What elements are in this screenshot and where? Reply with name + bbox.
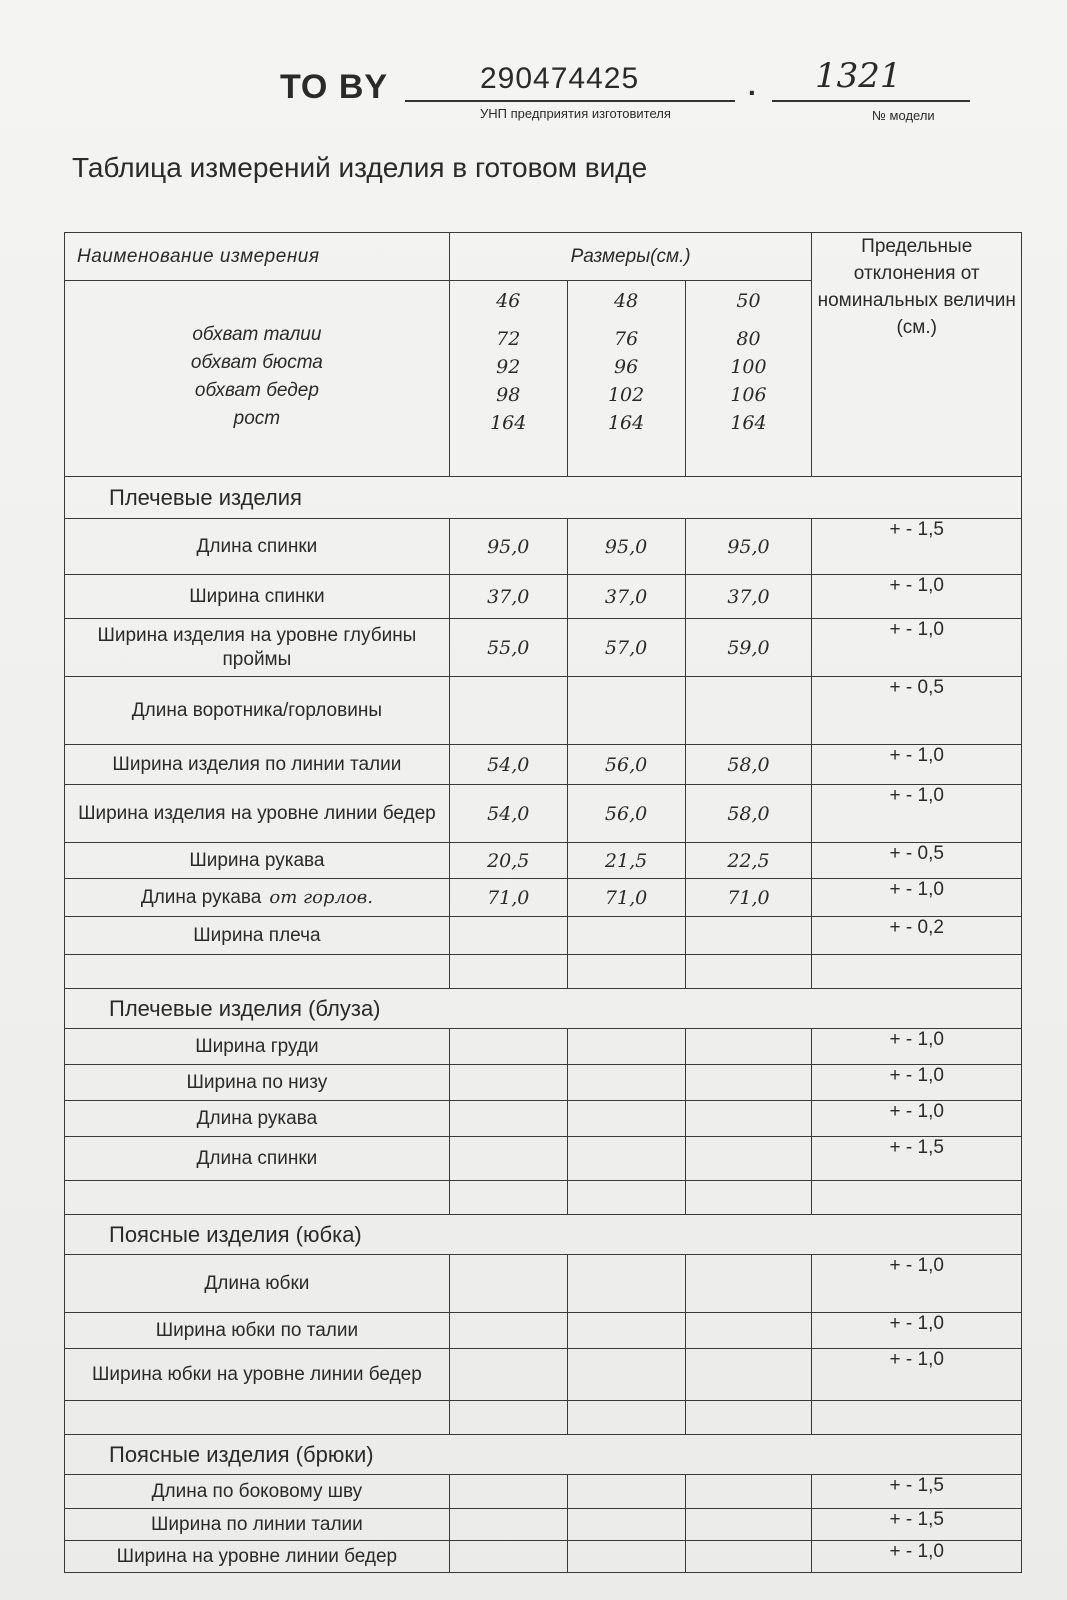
table-row [65, 1401, 1022, 1435]
table-header-row [65, 233, 1022, 281]
size-value-cell: 22,5 [685, 843, 812, 879]
table-row [65, 1475, 1022, 1509]
body-value: 164 [730, 412, 767, 434]
size-value-cell [685, 1029, 812, 1065]
size-value-cell: 71,0 [685, 879, 812, 917]
section-title-filler [812, 1435, 1022, 1475]
measurement-name: Длина спинки [196, 535, 318, 557]
size-value-cell [567, 1137, 685, 1181]
section-title: Плечевые изделия (блуза) [65, 989, 812, 1029]
size-value-cell [449, 1181, 567, 1215]
size-value-cell: 57,0 [567, 619, 685, 677]
document-header [280, 56, 1000, 130]
measurement-name-cell [65, 575, 450, 619]
size-value-cell [449, 1065, 567, 1101]
size-value-cell [567, 677, 685, 745]
size-value-cell [449, 1509, 567, 1541]
measurement-name-cell [65, 955, 450, 989]
document-title: Таблица измерений изделия в готовом виде [72, 152, 648, 183]
measurement-name-cell [65, 1349, 450, 1401]
size-value-cell [685, 1181, 812, 1215]
size-value-cell [449, 1029, 567, 1065]
size-value-cell [685, 1541, 812, 1573]
size-value-cell [685, 1313, 812, 1349]
body-value: 164 [607, 412, 645, 434]
section-header-row [65, 1435, 1022, 1475]
measurement-name-cell [65, 843, 450, 879]
tolerance-cell: + - 1,0 [812, 879, 1022, 917]
unp-caption: УНП предприятия изготовителя [480, 106, 671, 121]
body-value: 100 [730, 356, 767, 378]
size-value-cell: 37,0 [449, 575, 567, 619]
body-value: 76 [613, 328, 639, 350]
size-value-cell [567, 1255, 685, 1313]
size-value-cell [449, 1255, 567, 1313]
section-header-row [65, 989, 1022, 1029]
model-underline [772, 100, 970, 102]
measurement-name: Ширина спинки [189, 585, 325, 607]
table-row [65, 1313, 1022, 1349]
measurement-name-cell [65, 785, 450, 843]
size-label: 48 [613, 290, 639, 312]
measurement-name: Длина воротника/горловины [131, 699, 382, 721]
measurement-name: Ширина плеча [193, 924, 321, 946]
table-row [65, 785, 1022, 843]
tolerance-cell [812, 1401, 1022, 1435]
size-value-cell: 37,0 [685, 575, 812, 619]
size-value-cell [567, 917, 685, 955]
size-value-cell: 54,0 [449, 785, 567, 843]
size-value-cell [685, 955, 812, 989]
body-measure-label: обхват бедер [194, 380, 319, 401]
size-value-cell: 95,0 [567, 519, 685, 575]
table-row [65, 1255, 1022, 1313]
measurement-name-cell [65, 1029, 450, 1065]
measurement-name: Ширина по линии талии [151, 1513, 363, 1535]
size-value-cell: 71,0 [449, 879, 567, 917]
size-value-cell [449, 955, 567, 989]
tolerance-cell: + - 1,5 [812, 1509, 1022, 1541]
body-value: 80 [736, 328, 761, 350]
tolerance-cell [812, 955, 1022, 989]
tolerance-cell: + - 0,5 [812, 677, 1022, 745]
body-value: 98 [496, 384, 521, 406]
measurement-name: Длина рукава [196, 1107, 318, 1129]
measurement-name: Ширина изделия на уровне глубины проймы [97, 624, 417, 670]
measurement-name-cell [65, 879, 450, 917]
size-46-column [449, 281, 567, 477]
size-label: 46 [496, 290, 521, 312]
body-measure-label: обхват бюста [190, 352, 323, 373]
section-title: Поясные изделия (брюки) [65, 1435, 812, 1475]
section-header-row [65, 477, 1022, 519]
size-value-cell: 95,0 [449, 519, 567, 575]
size-value-cell: 71,0 [567, 879, 685, 917]
measurement-name-cell [65, 1137, 450, 1181]
unp-value: 290474425 [480, 62, 640, 95]
size-value-cell [449, 677, 567, 745]
measurement-name-cell [65, 1065, 450, 1101]
size-value-cell: 21,5 [567, 843, 685, 879]
size-value-cell [449, 1349, 567, 1401]
table-row [65, 1509, 1022, 1541]
size-value-cell [449, 1541, 567, 1573]
table-row [65, 1181, 1022, 1215]
size-value-cell: 55,0 [449, 619, 567, 677]
size-value-cell [685, 1401, 812, 1435]
size-value-cell [449, 1313, 567, 1349]
table-row [65, 843, 1022, 879]
section-title-filler [812, 989, 1022, 1029]
size-value-cell [449, 917, 567, 955]
measurement-name-cell [65, 1541, 450, 1573]
body-value: 92 [496, 356, 521, 378]
measurement-name-cell [65, 519, 450, 575]
measurement-table [64, 232, 1022, 1573]
size-value-cell: 58,0 [685, 745, 812, 785]
model-number: 1321 [815, 56, 902, 96]
measurement-name-cell [65, 1475, 450, 1509]
size-value-cell [685, 1065, 812, 1101]
tolerance-cell: + - 1,0 [812, 1255, 1022, 1313]
body-measure-label: рост [233, 408, 281, 429]
size-value-cell: 56,0 [567, 785, 685, 843]
size-value-cell: 20,5 [449, 843, 567, 879]
measurement-name: Ширина изделия на уровне линии бедер [78, 802, 436, 824]
body-value: 164 [490, 412, 527, 434]
measurement-name-cell [65, 1509, 450, 1541]
section-title: Поясные изделия (юбка) [65, 1215, 812, 1255]
measurement-name: Длина юбки [204, 1272, 310, 1294]
measurement-name: Ширина изделия по линии талии [112, 753, 402, 775]
tolerance-cell: + - 1,0 [812, 1065, 1022, 1101]
section-title: Плечевые изделия [65, 477, 812, 519]
size-value-cell [685, 677, 812, 745]
size-value-cell [567, 1101, 685, 1137]
measurement-name: Ширина юбки на уровне линии бедер [91, 1363, 422, 1385]
body-measure-label: обхват талии [192, 324, 322, 345]
handwritten-note: от горлов. [269, 886, 373, 908]
size-value-cell: 95,0 [685, 519, 812, 575]
tolerance-cell: + - 1,0 [812, 1541, 1022, 1573]
measurement-name-cell [65, 1101, 450, 1137]
to-by-label: ТО BY [280, 68, 389, 106]
tolerance-cell: + - 1,0 [812, 745, 1022, 785]
table-row [65, 1349, 1022, 1401]
measurement-name: Ширина груди [195, 1035, 319, 1057]
tolerance-cell: + - 1,0 [812, 619, 1022, 677]
tolerance-cell: + - 1,0 [812, 575, 1022, 619]
size-value-cell [567, 1065, 685, 1101]
tolerance-cell: + - 0,5 [812, 843, 1022, 879]
table-row [65, 1541, 1022, 1573]
measurement-name-cell [65, 1401, 450, 1435]
size-value-cell: 54,0 [449, 745, 567, 785]
size-value-cell: 59,0 [685, 619, 812, 677]
size-value-cell [567, 1509, 685, 1541]
size-value-cell: 56,0 [567, 745, 685, 785]
name-column-header: Наименование измерения [65, 233, 450, 281]
measurement-name-cell [65, 745, 450, 785]
tolerance-cell: + - 1,0 [812, 1101, 1022, 1137]
measurement-name: Длина спинки [196, 1147, 318, 1169]
table-row [65, 575, 1022, 619]
body-measures-labels [65, 281, 450, 477]
measurement-name-cell [65, 917, 450, 955]
measurement-name: Ширина рукава [189, 849, 325, 871]
table-row [65, 745, 1022, 785]
size-value-cell [449, 1101, 567, 1137]
size-value-cell [567, 1475, 685, 1509]
table-row [65, 1065, 1022, 1101]
measurement-name-cell [65, 1255, 450, 1313]
measurement-name: Длина по боковому шву [151, 1480, 363, 1502]
table-row [65, 879, 1022, 917]
tolerance-column-header: Предельные отклонения от номинальных величин (см.) [812, 233, 1022, 477]
tolerance-cell: + - 1,0 [812, 1349, 1022, 1401]
tolerance-cell: + - 1,0 [812, 1313, 1022, 1349]
separator-dot: . [748, 70, 756, 101]
size-value-cell: 37,0 [567, 575, 685, 619]
size-value-cell [685, 1255, 812, 1313]
measurement-name: Ширина по низу [186, 1071, 328, 1093]
table-row [65, 1101, 1022, 1137]
size-value-cell [567, 1181, 685, 1215]
tolerance-cell: + - 0,2 [812, 917, 1022, 955]
measurement-name-cell [65, 677, 450, 745]
size-value-cell [449, 1401, 567, 1435]
size-48-column [567, 281, 685, 477]
table-row [65, 955, 1022, 989]
tolerance-cell: + - 1,5 [812, 519, 1022, 575]
size-label: 50 [736, 290, 761, 312]
table-row [65, 619, 1022, 677]
table-row [65, 519, 1022, 575]
size-value-cell: 58,0 [685, 785, 812, 843]
size-value-cell [685, 1101, 812, 1137]
unp-underline [405, 100, 735, 102]
measurement-name: Ширина на уровне линии бедер [116, 1545, 398, 1567]
size-value-cell [567, 1029, 685, 1065]
size-value-cell [685, 1349, 812, 1401]
section-title-filler [812, 477, 1022, 519]
size-value-cell [685, 1475, 812, 1509]
measurement-name-cell [65, 619, 450, 677]
measurement-name: Длина рукава [140, 886, 262, 908]
size-50-column [685, 281, 812, 477]
sizes-column-header: Размеры(см.) [449, 233, 812, 281]
size-value-cell [449, 1137, 567, 1181]
body-value: 106 [730, 384, 767, 406]
size-value-cell [567, 1313, 685, 1349]
tolerance-cell: + - 1,0 [812, 785, 1022, 843]
size-value-cell [685, 917, 812, 955]
measurement-name-cell [65, 1313, 450, 1349]
section-header-row [65, 1215, 1022, 1255]
tolerance-cell [812, 1181, 1022, 1215]
table-row [65, 1029, 1022, 1065]
tolerance-cell: + - 1,5 [812, 1137, 1022, 1181]
tolerance-cell: + - 1,5 [812, 1475, 1022, 1509]
section-title-filler [812, 1215, 1022, 1255]
size-value-cell [567, 955, 685, 989]
table-row [65, 677, 1022, 745]
table-row [65, 1137, 1022, 1181]
body-value: 72 [496, 328, 521, 350]
body-value: 102 [607, 384, 645, 406]
size-value-cell [567, 1401, 685, 1435]
size-value-cell [685, 1137, 812, 1181]
model-caption: № модели [872, 108, 935, 123]
table-row [65, 917, 1022, 955]
measurement-name: Ширина юбки по талии [155, 1319, 359, 1341]
size-value-cell [685, 1509, 812, 1541]
size-value-cell [567, 1541, 685, 1573]
size-value-cell [449, 1475, 567, 1509]
size-value-cell [567, 1349, 685, 1401]
body-value: 96 [613, 356, 639, 378]
measurement-name-cell [65, 1181, 450, 1215]
tolerance-cell: + - 1,0 [812, 1029, 1022, 1065]
